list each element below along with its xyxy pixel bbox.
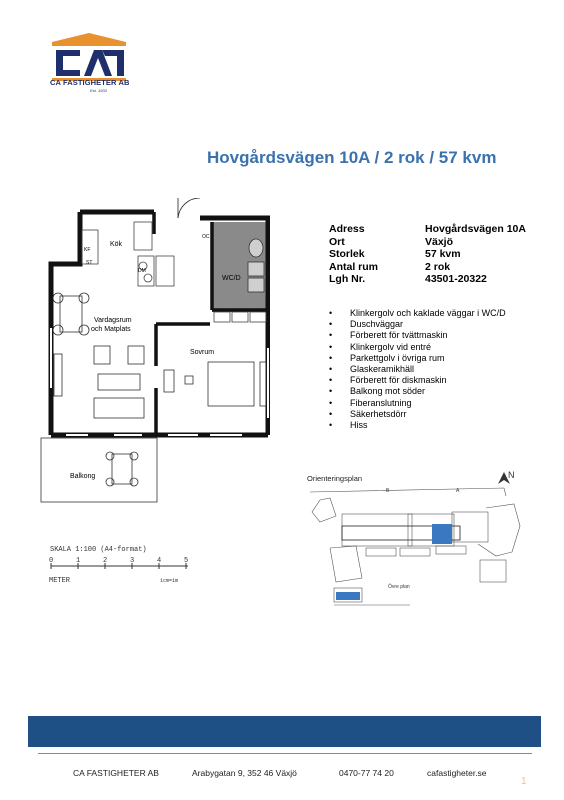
bullet: •	[329, 375, 333, 386]
north-label: N	[508, 470, 515, 480]
scale-tick: 4	[157, 557, 162, 565]
feature-text: Glaskeramikhäll	[350, 363, 415, 374]
bullet: •	[329, 419, 333, 430]
footer-company: CA FASTIGHETER AB	[73, 768, 159, 778]
feature-text: Fiberanslutning	[350, 397, 412, 408]
bullet: •	[329, 319, 333, 330]
fact-label: Lgh Nr.	[329, 273, 366, 286]
scale-tick: 0	[49, 557, 54, 565]
block-b-label: B	[386, 488, 390, 494]
dining-table	[53, 293, 89, 335]
bedroom-furniture	[164, 362, 266, 406]
bullet: •	[329, 352, 333, 363]
kitchen-fixtures	[82, 222, 174, 286]
windows	[51, 328, 268, 435]
feature-text: Parkettgolv i övriga rum	[350, 352, 445, 363]
bullet: •	[329, 330, 333, 341]
room-label-balkong: Balkong	[70, 473, 96, 480]
bullet: •	[329, 386, 333, 397]
list-item	[329, 420, 506, 431]
room-label-sovrum: Sovrum	[190, 349, 215, 356]
feature-text: Klinkergolv och kaklade väggar i WC/D	[350, 308, 506, 318]
logo-company-name: CA FASTIGHETER AB	[50, 78, 130, 87]
fact-label: Storlek	[329, 248, 365, 261]
room-label-matplats: och Matplats	[91, 326, 131, 333]
feature-text: Balkong mot söder	[350, 386, 426, 397]
list-item	[329, 308, 506, 319]
fact-label: Antal rum	[329, 260, 379, 273]
room-label-kok: Kök	[110, 241, 123, 248]
list-item	[329, 409, 506, 420]
fact-label: Ort	[329, 235, 345, 248]
fact-value: Hovgårdsvägen 10A	[425, 223, 526, 235]
scale-label: SKALA 1:100 (A4-format)	[50, 546, 147, 554]
balcony	[41, 438, 157, 502]
page-number: 1	[521, 776, 527, 787]
scale-unit: METER	[49, 577, 71, 585]
footer-web[interactable]: cafastigheter.se	[427, 768, 487, 778]
label-st: ST	[86, 260, 93, 266]
list-item	[329, 319, 506, 330]
fact-value: 57 kvm	[425, 248, 461, 261]
fact-label: Adress	[329, 223, 365, 235]
overplan-label: Övre plan	[388, 584, 410, 590]
bullet: •	[329, 363, 333, 374]
label-oc: OC	[202, 234, 210, 240]
highlight-overplan	[336, 592, 360, 600]
bullet: •	[329, 397, 333, 408]
list-item	[329, 375, 506, 386]
scale-tick: 2	[103, 557, 108, 565]
scale-tick: 5	[184, 557, 189, 565]
floor-plan	[38, 198, 270, 510]
feature-text: Hiss	[350, 419, 368, 430]
living-furniture	[54, 346, 144, 418]
block-a-label: A	[456, 488, 460, 494]
scale-tick: 3	[130, 557, 135, 565]
wc-fixtures	[248, 239, 264, 292]
label-dm: DM	[138, 268, 146, 274]
fact-value: 43501-20322	[425, 273, 487, 286]
feature-text: Säkerhetsdörr	[350, 408, 407, 419]
orientation-plan	[290, 468, 530, 616]
fact-value: 2 rok	[425, 260, 451, 273]
footer-phone: 0470-77 74 20	[339, 768, 394, 778]
footer-address: Arabygatan 9, 352 46 Växjö	[192, 768, 297, 778]
list-item	[329, 330, 506, 341]
feature-text: Klinkergolv vid entré	[350, 341, 432, 352]
bullet: •	[329, 308, 333, 318]
features-list	[329, 308, 506, 431]
bullet: •	[329, 341, 333, 352]
room-label-wcd: WC/D	[222, 275, 241, 282]
list-item	[329, 364, 506, 375]
scale-ratio: 1cm=1m	[160, 578, 179, 584]
feature-text: Förberett för diskmaskin	[350, 375, 447, 386]
scale-tick: 1	[76, 557, 81, 565]
bullet: •	[329, 408, 333, 419]
scale-bar	[48, 555, 198, 595]
list-item	[329, 353, 506, 364]
footer-divider	[38, 753, 532, 754]
list-item	[329, 386, 506, 397]
feature-text: Duschväggar	[350, 319, 404, 330]
orientation-label: Orienteringsplan	[307, 474, 363, 483]
logo-since: Est. 1933	[90, 88, 107, 93]
entrance-door-swing	[178, 198, 200, 218]
feature-text: Förberett för tvättmaskin	[350, 330, 448, 341]
list-item	[329, 342, 506, 353]
room-label-vardagsrum: Vardagsrum	[94, 317, 132, 324]
wardrobes	[214, 312, 266, 322]
footer-band	[28, 716, 541, 747]
highlight-apartment	[432, 524, 452, 544]
page-title: Hovgårdsvägen 10A / 2 rok / 57 kvm	[207, 148, 497, 167]
fact-value: Växjö	[425, 235, 454, 248]
list-item	[329, 398, 506, 409]
label-kf: KF	[84, 247, 91, 253]
